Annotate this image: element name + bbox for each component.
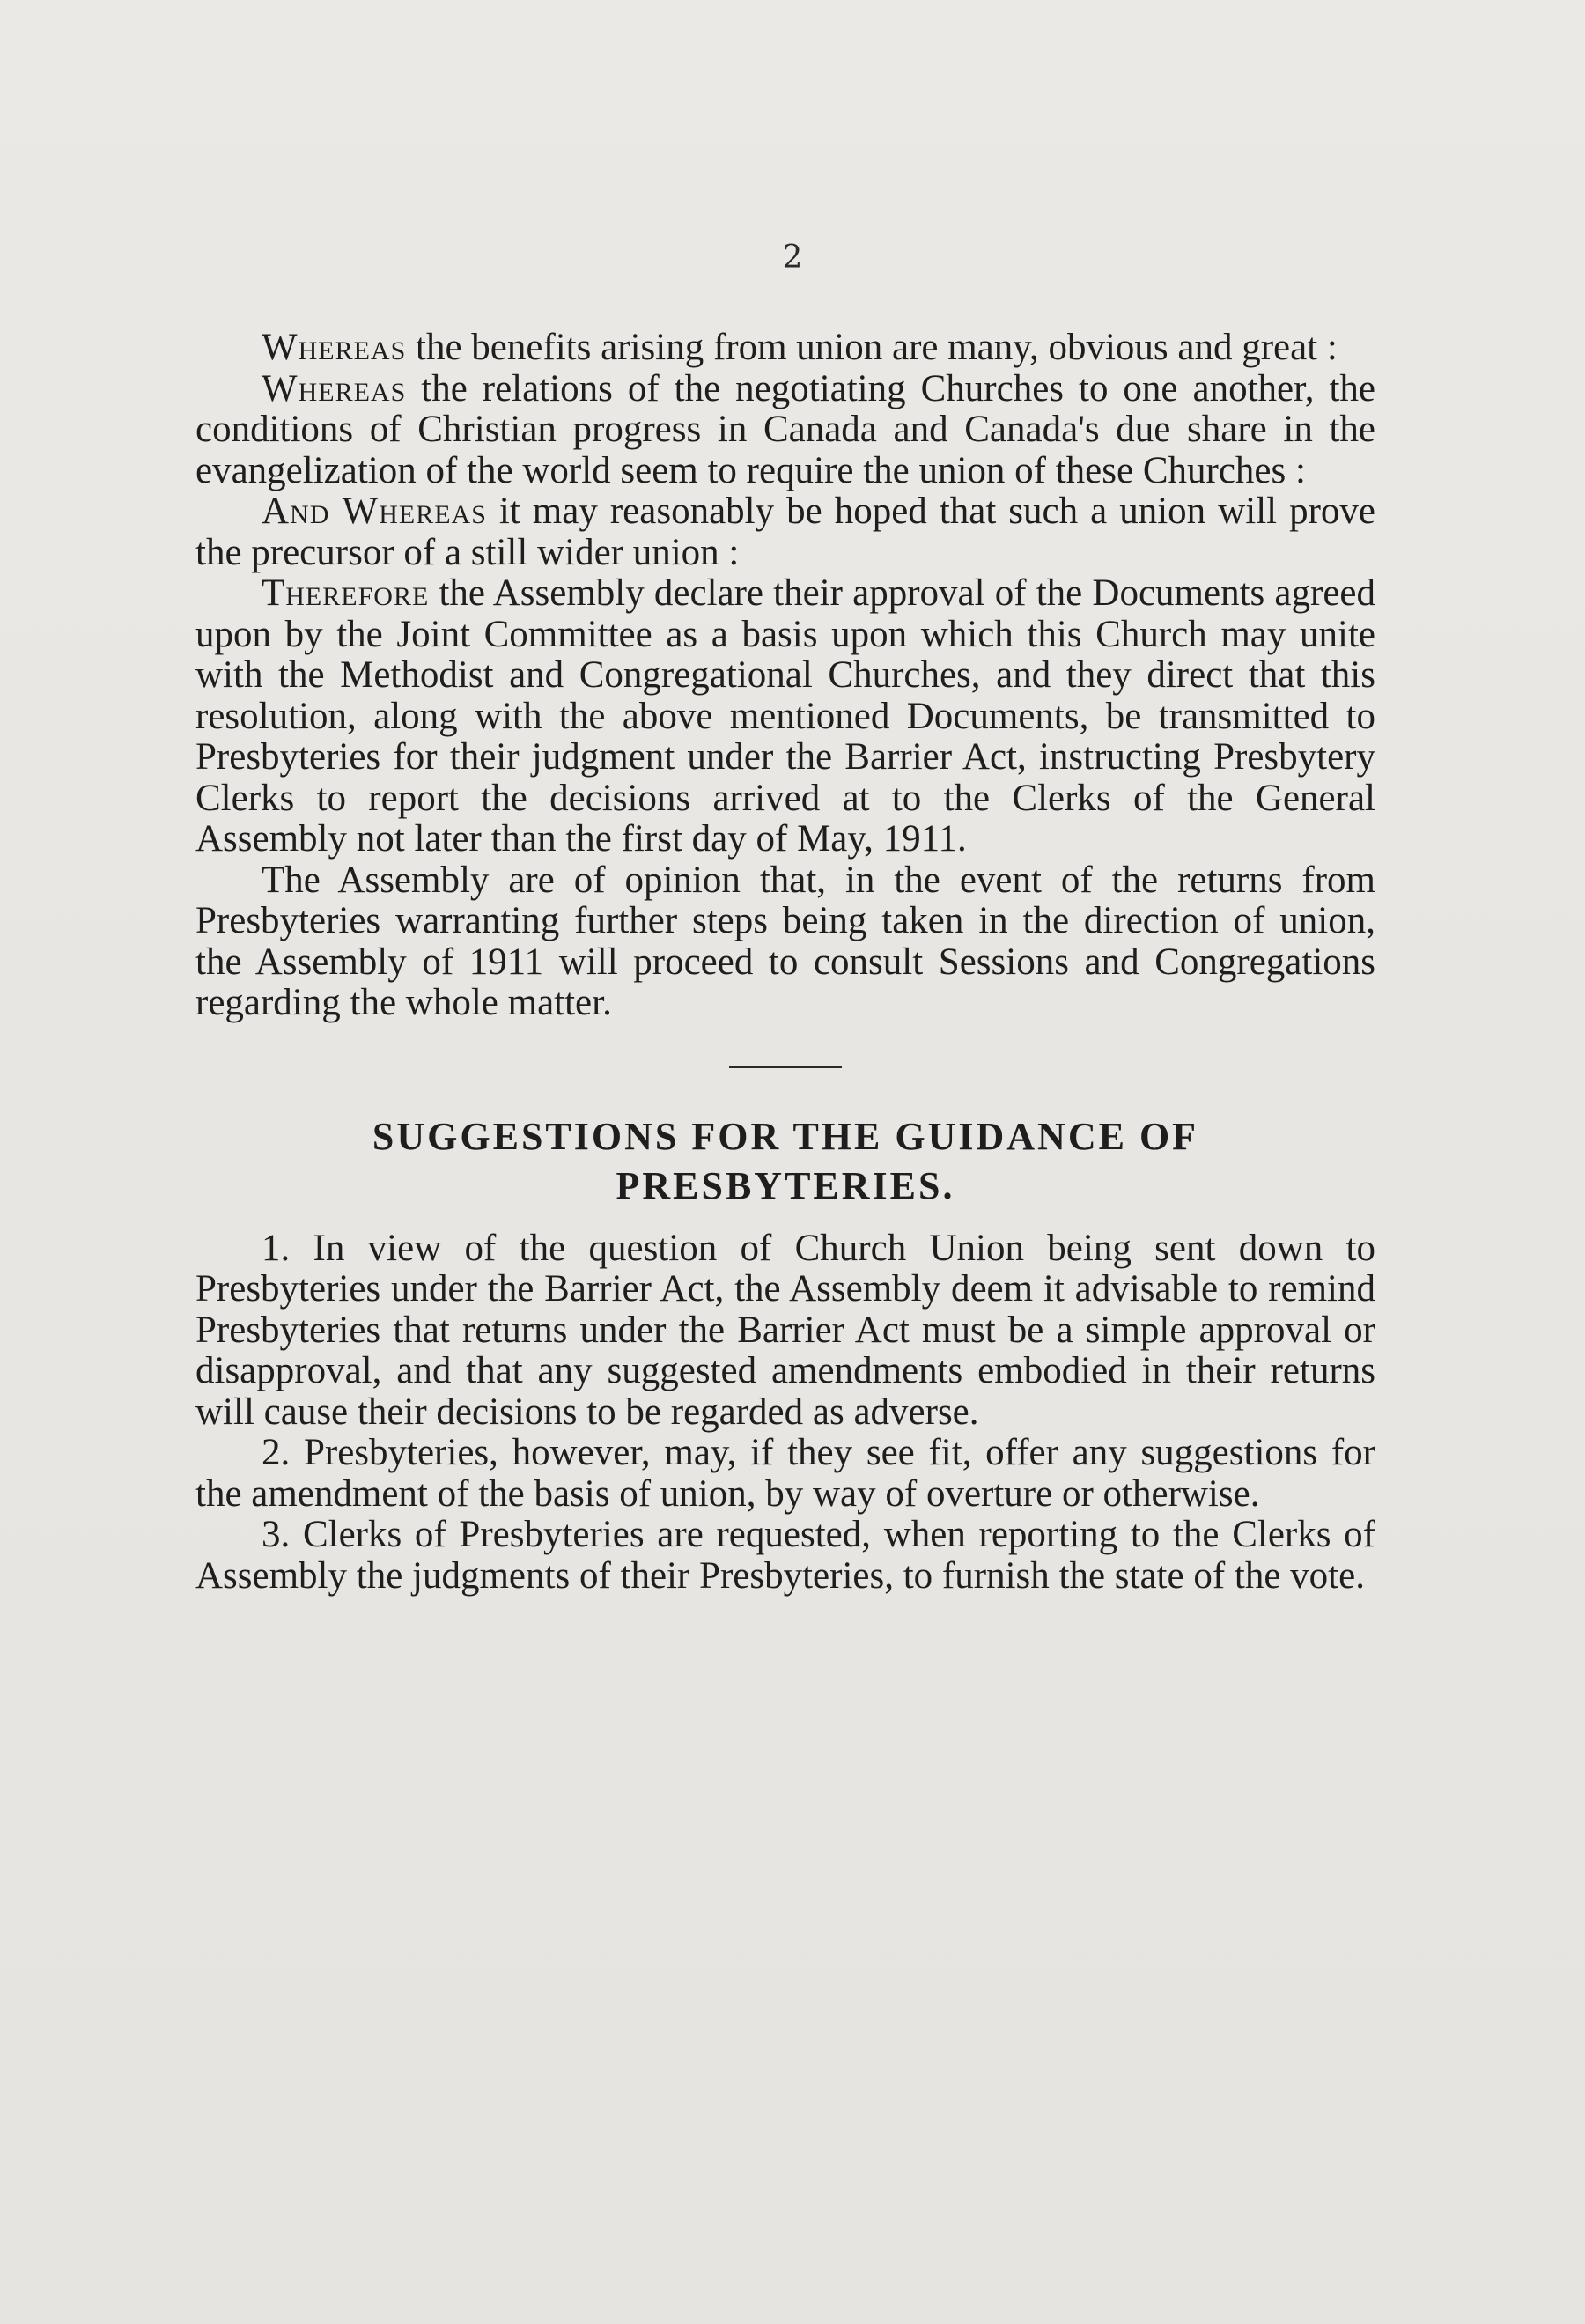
resolution-paragraph-5 xyxy=(195,860,1375,1024)
paragraph-text: the relations of the negotiating Churches to one another, the conditions of Christian progress in Canada and Canada's due share in the evangelization of the world seem to require the union of these Churches : xyxy=(195,367,1375,491)
paragraph-text: The Assembly are of opinion that, in the event of the returns from Presbyteries warranting further steps being taken in the direction of union, the Assembly of 1911 will proceed to consult Sessions and Congregations regarding the whole matter. xyxy=(195,859,1375,1023)
resolution-paragraph-2 xyxy=(195,369,1375,492)
suggestion-item-2: 2. Presbyteries, however, may, if they see fit, offer any suggestions for the amendment of the basis of union, by way of overture or otherwise. xyxy=(195,1432,1375,1515)
paragraph-text: it may reasonably be hoped that such a union will prove the precursor of a still wider union : xyxy=(195,491,1376,573)
resolution-paragraph-3 xyxy=(195,491,1375,573)
text-column xyxy=(195,328,1375,1597)
section-heading-line-1: SUGGESTIONS FOR THE GUIDANCE OF xyxy=(372,1114,1199,1158)
paragraph-text: the benefits arising from union are many, obvious and great : xyxy=(406,327,1338,368)
suggestion-item-1: 1. In view of the question of Church Union being sent down to Presbyteries under the Barrier Act, the Assembly deem it advisable to remind Presbyteries that returns under the Barrier Act must be a simple approval or disapproval, and that any suggested amendments embodied in their returns will cause their decisions to be regarded as adverse. xyxy=(195,1227,1375,1433)
section-divider xyxy=(729,1066,842,1068)
resolution-paragraph-4 xyxy=(195,573,1375,860)
lead-word: Whereas xyxy=(262,327,407,368)
resolution-paragraph-1 xyxy=(195,328,1375,369)
page-number: 2 xyxy=(782,240,803,276)
section-heading xyxy=(195,1112,1375,1211)
lead-word: And Whereas xyxy=(262,491,487,532)
suggestion-item-3: 3. Clerks of Presbyteries are requested, when reporting to the Clerks of Assembly the judgments of their Presbyteries, to furnish the state of the vote. xyxy=(195,1514,1375,1597)
lead-word: Therefore xyxy=(262,572,430,614)
section-heading-line-2: PRESBYTERIES. xyxy=(616,1163,955,1207)
paragraph-text: the Assembly declare their approval of the Documents agreed upon by the Joint Committee as a basis upon which this Church may unite with the Methodist and Congregational Churches, and they direct that this resolution, along with the above mentioned Documents, be transmitted to Presbyteries for their judgment under the Barrier Act, instructing Presbytery Clerks to report the decisions arrived at to the Clerks of the General Assembly not later than the first day of May, 1911. xyxy=(195,572,1375,860)
lead-word: Whereas xyxy=(262,367,407,409)
